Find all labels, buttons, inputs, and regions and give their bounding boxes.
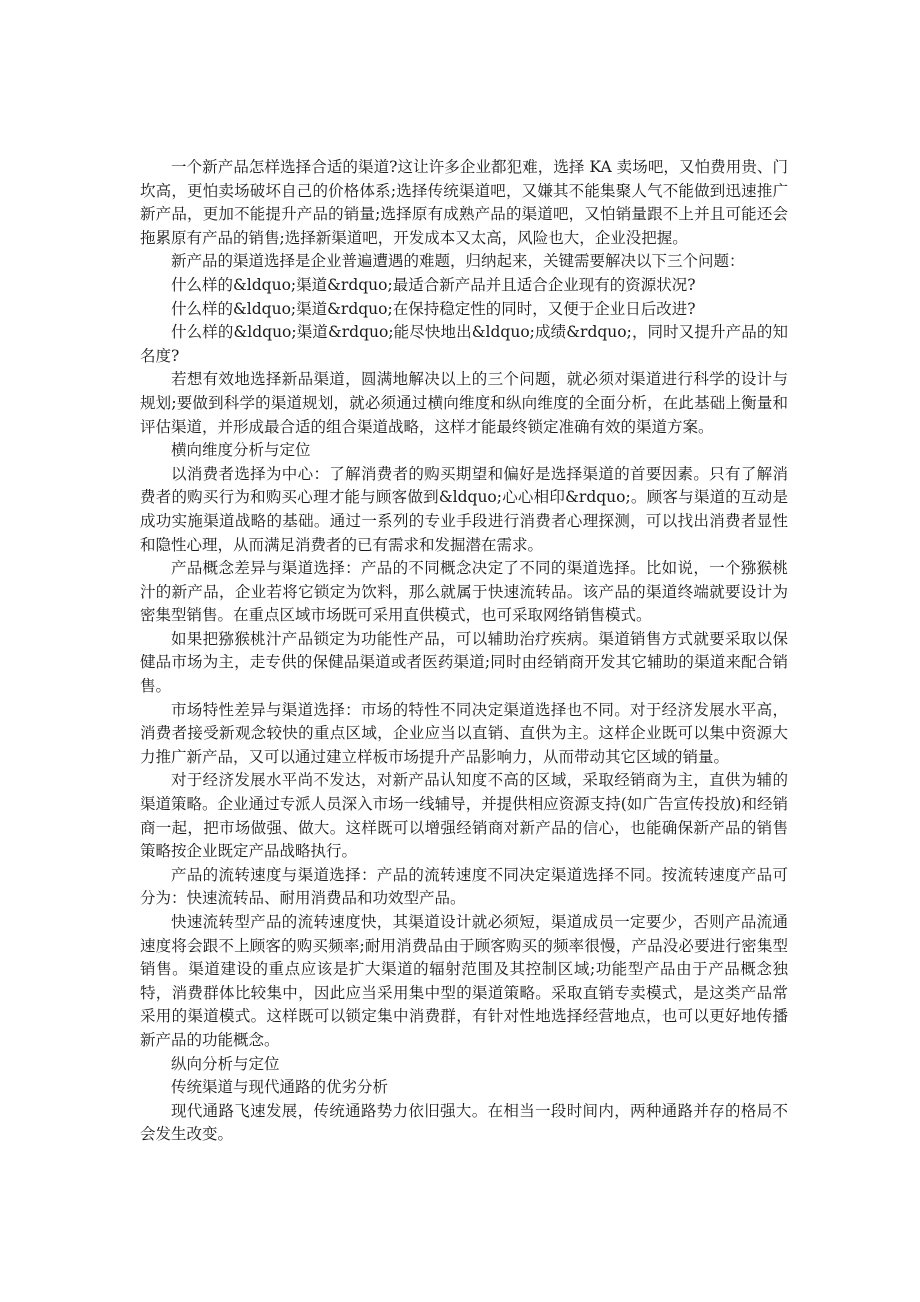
paragraph-turnover-speed: 产品的流转速度与渠道选择：产品的流转速度不同决定渠道选择不同。按流转速度产品可分为：快速流转品、耐用消费品和功效型产品。 — [140, 865, 788, 908]
paragraph-planning: 若想有效地选择新品渠道，圆满地解决以上的三个问题，就必须对渠道进行科学的设计与规划;要做到科学的渠道规划，就必须通过横向维度和纵向维度的全面分析，在此基础上衡量和评估渠道，并形成最合适的组合渠道战略，这样才能最终锁定准确有效的渠道方案。 — [140, 370, 788, 436]
paragraph-question-3: 什么样的&ldquo;渠道&rdquo;能尽快地出&ldquo;成绩&rdquo;，同时又提升产品的知名度? — [140, 323, 788, 365]
subheading-traditional-vs-modern: 传统渠道与现代通路的优劣分析 — [171, 1078, 389, 1097]
paragraph-intro: 一个新产品怎样选择合适的渠道?这让许多企业都犯难，选择 KA 卖场吧，又怕费用贵、门坎高，更怕卖场破坏自己的价格体系;选择传统渠道吧，又嫌其不能集聚人气不能做到迅速推广新产品，更加不能提升产品的销量;选择原有成熟产品的渠道吧，又怕销量跟不上并且可能还会拖累原有产品的销售;选择新渠道吧，开发成本又太高，风险也大，企业没把握。 — [140, 158, 788, 247]
paragraph-market-characteristics: 市场特性差异与渠道选择：市场的特性不同决定渠道选择也不同。对于经济发展水平高，消费者接受新观念较快的重点区域，企业应当以直销、直供为主。这样企业既可以集中资源大力推广新产品，又可以通过建立样板市场提升产品影响力，从而带动其它区域的销量。 — [140, 700, 788, 766]
paragraph-fast-moving-products: 快速流转型产品的流转速度快，其渠道设计就必须短，渠道成员一定要少，否则产品流通速度将会跟不上顾客的购买频率;耐用消费品由于顾客购买的频率很慢，产品没必要进行密集型销售。渠道建设的重点应该是扩大渠道的辐射范围及其控制区域;功能型产品由于产品概念独特，消费群体比较集中，因此应当采用集中型的渠道策略。采取直销专卖模式，是这类产品常采用的渠道模式。这样既可以锁定集中消费群，有针对性地选择经营地点，也可以更好地传播新产品的功能概念。 — [140, 913, 788, 1049]
section-heading-vertical: 纵向分析与定位 — [171, 1054, 280, 1073]
paragraph-less-developed-regions: 对于经济发展水平尚不发达，对新产品认知度不高的区域，采取经销商为主，直供为辅的渠道策略。企业通过专派人员深入市场一线辅导，并提供相应资源支持(如广告宣传投放)和经销商一起，把市场做强、做大。这样既可以增强经销商对新产品的信心，也能确保新产品的销售策略按企业既定产品战略执行。 — [140, 771, 788, 861]
paragraph-consumer-centered: 以消费者选择为中心：了解消费者的购买期望和偏好是选择渠道的首要因素。只有了解消费者的购买行为和购买心理才能与顾客做到&ldquo;心心相印&rdquo;。顾客与渠道的互动是成功实施渠道战略的基础。通过一系列的专业手段进行消费者心理探测，可以找出消费者显性和隐性心理，从而满足消费者的已有需求和发掘潜在需求。 — [140, 464, 788, 554]
paragraph-question-1: 什么样的&ldquo;渠道&rdquo;最适合新产品并且适合企业现有的资源状况? — [171, 275, 696, 294]
section-heading-horizontal: 横向维度分析与定位 — [171, 441, 311, 460]
paragraph-functional-product: 如果把猕猴桃汁产品锁定为功能性产品，可以辅助治疗疾病。渠道销售方式就要采取以保健品市场为主，走专供的保健品渠道或者医药渠道;同时由经销商开发其它辅助的渠道来配合销售。 — [140, 629, 788, 696]
paragraph-question-2: 什么样的&ldquo;渠道&rdquo;在保持稳定性的同时，又便于企业日后改进? — [171, 299, 696, 318]
paragraph-problem-summary: 新产品的渠道选择是企业普遍遭遇的难题，归纳起来，关键需要解决以下三个问题： — [171, 252, 745, 271]
document-body — [140, 156, 788, 1147]
paragraph-channel-coexistence: 现代通路飞速发展，传统通路势力依旧强大。在相当一段时间内，两种通路并存的格局不会发生改变。 — [140, 1101, 788, 1144]
paragraph-product-concept: 产品概念差异与渠道选择：产品的不同概念决定了不同的渠道选择。比如说，一个猕猴桃汁的新产品，企业若将它锁定为饮料，那么就属于快速流转品。该产品的渠道终端就要设计为密集型销售。在重点区域市场既可采用直供模式，也可采取网络销售模式。 — [140, 559, 788, 625]
